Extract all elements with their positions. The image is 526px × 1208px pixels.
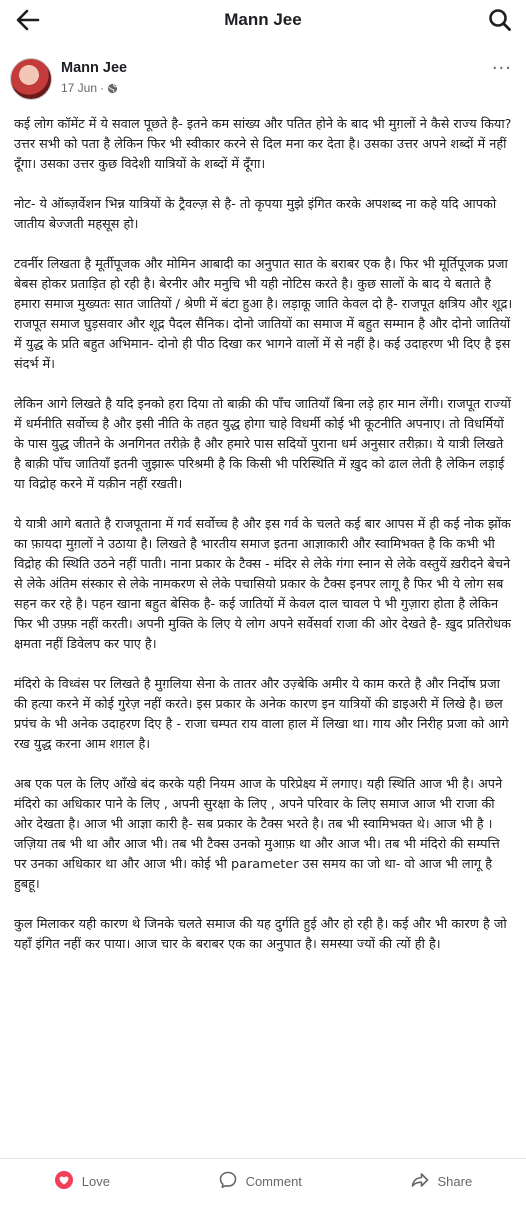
globe-icon xyxy=(107,83,118,94)
comment-button[interactable] xyxy=(200,1164,320,1199)
post-paragraph: नोट- ये ऑब्ज़र्वेशन भिन्न यात्रियों के ट्रैवल्ज़ से है- तो कृपया मुझे इंगित करके अपशब्द ना कहे यदि आपको जातीय बेज्जती महसूस हो। xyxy=(14,197,497,232)
comment-label: Comment xyxy=(245,1173,302,1189)
post-header xyxy=(0,52,526,104)
more-icon[interactable]: ··· xyxy=(491,58,512,79)
share-button[interactable] xyxy=(392,1164,491,1199)
post-body xyxy=(14,115,514,975)
post-paragraph: अब एक पल के लिए आँखे बंद करके यही नियम आज के परिप्रेक्ष्य में लगाए। यही स्थिति आज भी है। अपने मंदिरो का अधिकार पाने के लिए , अपनी सुरक्षा के लिए , अपने परिवार के लिए समाज आज भी राजा की ओर देखता है। आज भी आज्ञा कारी है- सब प्रकार के टैक्स भरते है। तब भी स्वामिभक्त थे। आज भी है ।जज़िया तब भी था और आज भी। तब भी टैक्स उनको मुआफ़ था और आज भी। तब भी मंदिरो की सम्पत्ति पर उनका अधिकार था और आज भी। कोई भी parameter उस समय का जो था- वो आज भी लागू है हुबहू। xyxy=(14,777,503,892)
avatar[interactable] xyxy=(10,58,52,100)
post-paragraph: ये यात्री आगे बताते है राजपूताना में गर्व सर्वोच्च है और इस गर्व के चलते कई बार आपस में ही कई नोक झोंक का फ़ायदा मुग़लों ने उठाया है। लिखते है भारतीय समाज इतना आज्ञाकारी और स्वामिभक्त है कि कभी भी विद्रोह की स्थिति उठने नहीं पाती। नाना प्रकार के टैक्स - मंदिर से लेके गंगा स्नान से लेके वस्तुयें ख़रीदने बेचने से लेके अंतिम संस्कार से लेके नामकरण से लेके पचासियो प्रकार के टैक्स इनपर लागू है फिर भी ये लोग सब सहन कर रहे है। पहन खाना बहुत बेसिक है- कई जातियों में केवल दाल चावल पे भी गुज़ारा होता है लेकिन फिर भी उफ़्फ़ नहीं करती। अपनी मुक्ति के लिए ये लोग अपने सर्वेसर्वा राजा की ओर देखते है- ख़ुद प्रतिरोधक क्षमता नहीं डिवेलप कर पाए है। xyxy=(14,517,511,652)
post-paragraph: कुल मिलाकर यही कारण थे जिनके चलते समाज की यह दुर्गति हुई और हो रही है। कई और भी कारण है जो यहाँ इंगित नहीं कर पाया। आज चार के बराबर एक का अनुपात है। समस्या ज्यों की त्यों ही है। xyxy=(14,917,507,952)
post-paragraph: कई लोग कॉमेंट में ये सवाल पूछते है- इतने कम सांख्य और पतित होने के बाद भी मुग़लों ने कैसे राज्य किया? उत्तर सभी को पता है लेकिन फिर भी स्वीकार करने से दिल मना कर देता है। उसका उत्तर अपने शब्दों में नहीं दूँगा। उसका उत्तर कुछ विदेशी यात्रियों के शब्दों में दूँगा। xyxy=(14,117,512,172)
post-paragraph: मंदिरो के विध्वंस पर लिखते है मुग़लिया सेना के तातर और उज़्बेकि अमीर ये काम करते है और निर्दोष प्रजा की हत्या करने में कोई गुरेज़ नहीं करते। इस प्रकार के अनेक कारण इन यात्रियों की डाइअरी में लिखे है। छल प्रपंच के भी अनेक उदाहरण दिए है - राजा चम्पत राय वाला हाल में लिखा था। गाय और निरीह प्रजा को आगे रख युद्ध करना आम शग़ल है। xyxy=(14,677,509,752)
comment-icon xyxy=(218,1170,238,1193)
post-meta xyxy=(61,81,118,95)
author-name[interactable]: Mann Jee xyxy=(61,60,128,76)
share-icon xyxy=(410,1170,430,1193)
love-button[interactable] xyxy=(36,1164,128,1199)
top-bar xyxy=(0,0,526,40)
page-title: Mann Jee xyxy=(224,10,302,29)
post-paragraph: टवर्नीर लिखता है मूर्तीपूजक और मोमिन आबादी का अनुपात सात के बराबर एक है। फिर भी मूर्तिपूजक प्रजा बेबस होकर प्रताड़ित हो रही है। बेरनीर और मनुचि भी यही नोटिस करते है। कुछ सालों के बाद ये बताते है हमारा समाज मुख्यतः सात जातियों / श्रेणी में बंटा हुआ है। लड़ाकू जाति केवल दो है- राजपूत क्षत्रिय और शूद्र। राजपूत समाज घुड़सवार और शूद्र पैदल सैनिक। दोनो जातियों का समाज में बहुत सम्मान है और दोनो जातियों में युद्ध के प्रति बहुत अभिमान- दोनो ही पीठ दिखा कर भागने वालों में से नहीं है। कई उदाहरण भी दिए है इस संदर्भ में। xyxy=(14,257,513,372)
share-label: Share xyxy=(437,1173,473,1189)
meta-separator: · xyxy=(100,81,105,95)
post-date[interactable]: 17 Jun xyxy=(61,81,98,95)
action-bar xyxy=(0,1158,526,1203)
search-icon[interactable] xyxy=(486,6,514,34)
love-icon xyxy=(54,1170,74,1193)
love-label: Love xyxy=(81,1173,110,1189)
post-paragraph: लेकिन आगे लिखते है यदि इनको हरा दिया तो बाक़ी की पाँच जातियाँ बिना लड़े हार मान लेंगी। राजपूत राज्यों में धर्मनीति सर्वोच्च है और इसी नीति के तहत युद्ध होगा चाहे विधर्मी कोई भी कूटनीति अपनाए। तो विधर्मियों के पास युद्ध जीतने के अनगिनत तरीक़े है और हमारे पास सदियों पुराना धर्म अनुसार तरीक़ा। ये यात्री लिखते है बाक़ी पाँच जातियाँ इतनी जुझारू परिश्रमी है कि किसी भी परिस्थिति में ख़ुद को ढाल लेती है लेकिन लड़ाई या विद्रोह करने में यक़ीन नहीं रखती। xyxy=(14,397,511,492)
